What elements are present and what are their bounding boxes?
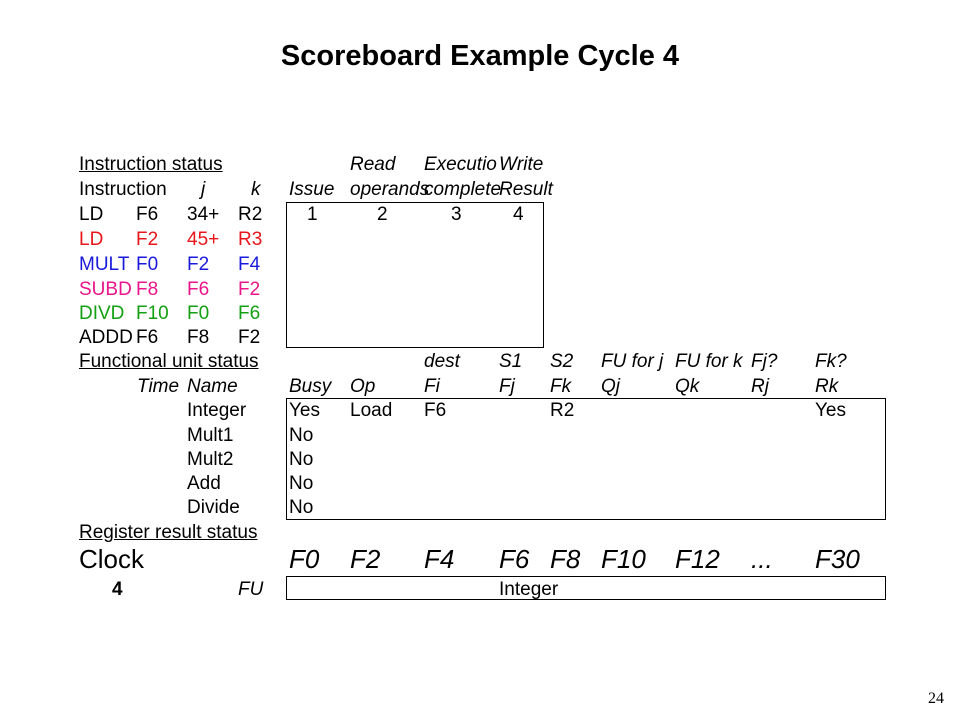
fj-header: Fj: [499, 376, 515, 397]
clock-value: 4: [112, 579, 123, 600]
fk-q-header-top: Fk?: [815, 351, 847, 372]
register-result-status-label: Register result status: [79, 522, 258, 543]
instr-j: F6: [187, 279, 210, 300]
reg-f6: F6: [499, 544, 530, 574]
instr-j: F0: [187, 303, 210, 324]
issue-cycle: 1: [307, 204, 318, 225]
fu-busy: No: [289, 425, 314, 446]
exec-complete-header: complete: [424, 179, 502, 200]
qj-header: Qj: [601, 376, 620, 397]
fu-op: Load: [350, 400, 393, 421]
s2-header-top: S2: [550, 351, 574, 372]
register-result-box: [286, 576, 886, 600]
read-cycle: 2: [377, 204, 388, 225]
fu-j-header-top: FU for j: [601, 351, 664, 372]
fu-busy: Yes: [289, 400, 320, 421]
write-result-header: Result: [499, 179, 553, 200]
busy-header: Busy: [289, 376, 332, 397]
read-operands-header: operands: [350, 179, 430, 200]
j-header: j: [201, 179, 206, 200]
reg-f8: F8: [550, 544, 581, 574]
fu-rk: Yes: [815, 400, 846, 421]
instr-dest: F2: [136, 229, 159, 250]
dest-header-top: dest: [424, 351, 460, 372]
rk-header: Rk: [815, 376, 839, 397]
reg-f12: F12: [675, 544, 720, 574]
write-cycle: 4: [513, 204, 524, 225]
instr-dest: F6: [136, 327, 159, 348]
instr-k: F4: [238, 254, 261, 275]
instr-j: F8: [187, 327, 210, 348]
fu-busy: No: [289, 497, 314, 518]
instr-dest: F0: [136, 254, 159, 275]
page-number: 24: [928, 690, 944, 707]
k-header: k: [251, 179, 261, 200]
op-header: Op: [350, 376, 376, 397]
rj-header: Rj: [751, 376, 769, 397]
reg-f30: F30: [815, 544, 860, 574]
instruction-status-box: [286, 202, 544, 348]
instr-dest: F8: [136, 279, 159, 300]
instr-k: F6: [238, 303, 261, 324]
instr-j: 34+: [187, 204, 220, 225]
instr-op: SUBD: [79, 279, 132, 300]
fk-header: Fk: [550, 376, 572, 397]
instruction-status-label: Instruction status: [79, 154, 223, 175]
reg-f0: F0: [289, 544, 320, 574]
instruction-header: Instruction: [79, 179, 167, 200]
reg-ellipsis: ...: [751, 544, 773, 574]
instr-j: 45+: [187, 229, 220, 250]
write-header-top: Write: [499, 154, 544, 175]
instr-k: R2: [238, 204, 263, 225]
fj-q-header-top: Fj?: [751, 351, 778, 372]
fu-name: Divide: [187, 497, 240, 518]
instr-k: F2: [238, 279, 261, 300]
time-header: Time: [137, 376, 180, 397]
reg-f10: F10: [601, 544, 646, 574]
issue-header: Issue: [289, 179, 335, 200]
instr-op: ADDD: [79, 327, 133, 348]
instr-j: F2: [187, 254, 210, 275]
reg-value-f6: Integer: [499, 579, 559, 600]
qk-header: Qk: [675, 376, 700, 397]
fu-fi: F6: [424, 400, 447, 421]
fu-busy: No: [289, 449, 314, 470]
read-header-top: Read: [350, 154, 396, 175]
instr-k: R3: [238, 229, 263, 250]
name-header: Name: [187, 376, 238, 397]
reg-f2: F2: [350, 544, 381, 574]
fu-row-label: FU: [238, 579, 264, 600]
instr-op: LD: [79, 204, 104, 225]
fu-name: Mult2: [187, 449, 234, 470]
slide-title: Scoreboard Example Cycle 4: [280, 40, 680, 72]
exec-header-top: Executio: [424, 154, 497, 175]
instr-k: F2: [238, 327, 261, 348]
instr-op: DIVD: [79, 303, 125, 324]
functional-unit-status-label: Functional unit status: [79, 351, 259, 372]
clock-label: Clock: [79, 544, 145, 574]
fu-name: Mult1: [187, 425, 234, 446]
instr-op: LD: [79, 229, 104, 250]
instr-op: MULT: [79, 254, 130, 275]
fu-k-header-top: FU for k: [675, 351, 743, 372]
fi-header: Fi: [424, 376, 440, 397]
reg-f4: F4: [424, 544, 455, 574]
fu-name: Add: [187, 473, 221, 494]
fu-fk: R2: [550, 400, 575, 421]
fu-busy: No: [289, 473, 314, 494]
fu-name: Integer: [187, 400, 247, 421]
exec-cycle: 3: [451, 204, 462, 225]
instr-dest: F6: [136, 204, 159, 225]
instr-dest: F10: [136, 303, 169, 324]
s1-header-top: S1: [499, 351, 523, 372]
